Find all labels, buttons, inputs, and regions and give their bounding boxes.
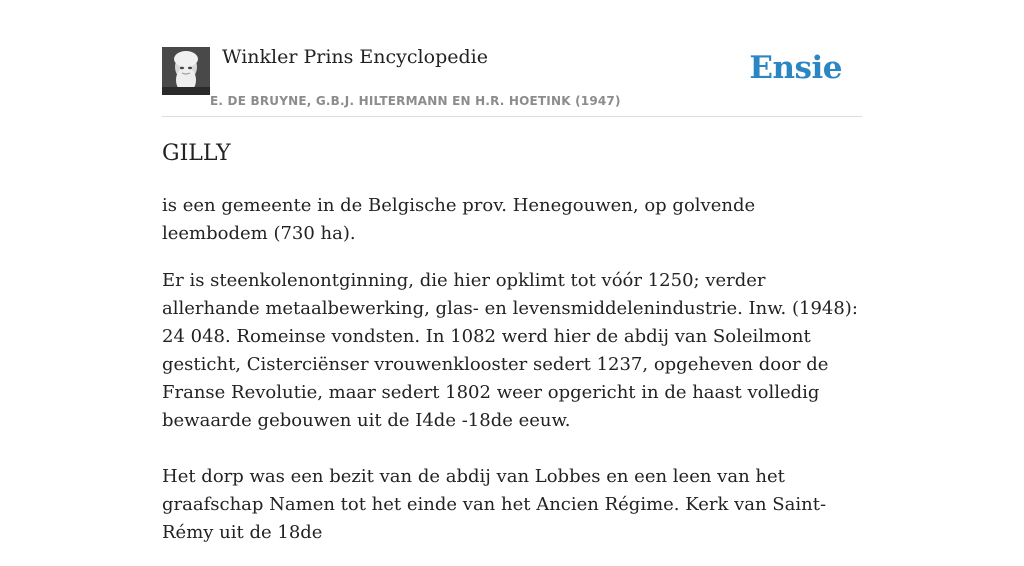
page (162, 0, 862, 543)
entry-title: GILLY (162, 141, 231, 166)
site-header (162, 0, 862, 117)
paragraph: Het dorp was een bezit van de abdij van Lobbes en een leen van het graafschap Namen tot het einde van het Ancien Régime. Kerk van Saint-Rémy uit de 18de (162, 466, 827, 543)
portrait-photo-icon (162, 47, 210, 95)
brand-logo[interactable]: Ensie (749, 50, 842, 86)
authors-byline: E. DE BRUYNE, G.B.J. HILTERMANN EN H.R. HOETINK (1947) (210, 94, 621, 108)
author-portrait-avatar[interactable] (162, 47, 210, 95)
site-title[interactable]: Winkler Prins Encyclopedie (222, 46, 488, 68)
paragraph: is een gemeente in de Belgische prov. Henegouwen, op golvende leembodem (730 ha). (162, 195, 756, 244)
paragraph: Er is steenkolenontginning, die hier opklimt tot vóór 1250; verder allerhande metaalbewerking, glas- en levensmiddelenindustrie. Inw. (1948): 24 048. Romeinse vondsten. In 1082 werd hier de abdij van Soleilmont gesticht, Cisterciënser vrouwenklooster sedert 1237, opgeheven door de Franse Revolutie, maar sedert 1802 weer opgericht in de haast volledig bewaarde gebouwen uit de I4de -18de eeuw. (162, 270, 858, 431)
entry-body (162, 192, 862, 566)
